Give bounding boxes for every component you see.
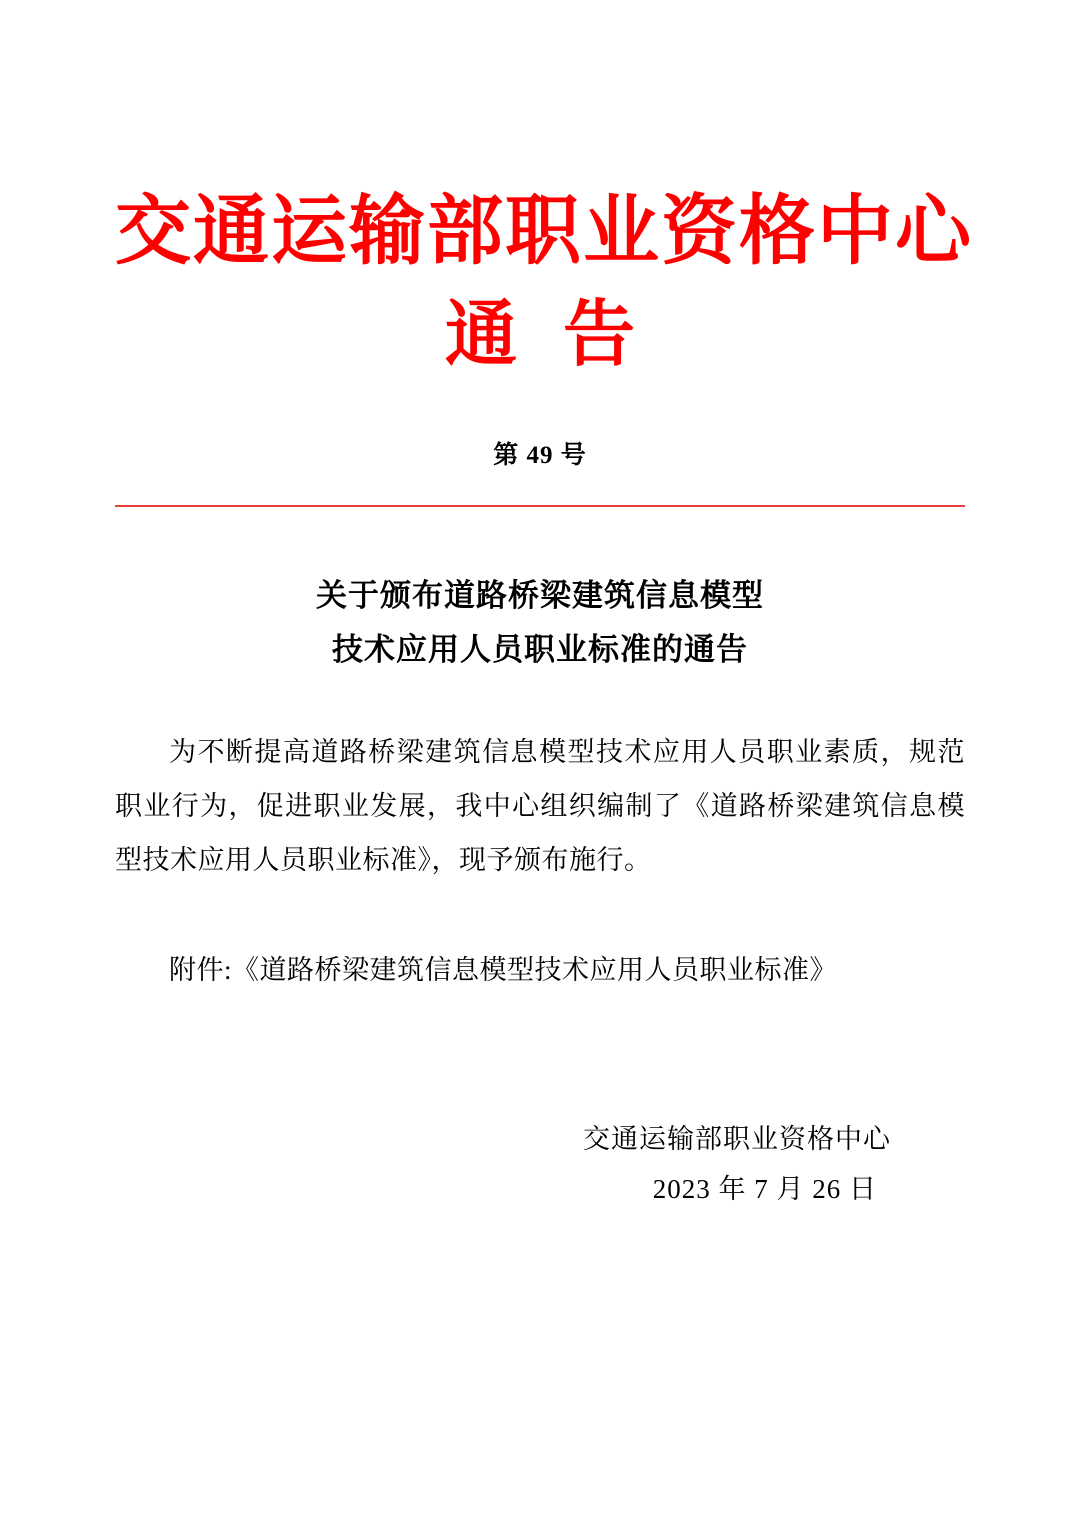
document-number: 第 49 号: [493, 441, 587, 469]
signature-block: [115, 1115, 965, 1215]
page-title-line-1: 关于颁布道路桥梁建筑信息模型: [316, 577, 764, 613]
masthead: [115, 0, 973, 381]
document-kind-second-char: 告: [563, 291, 636, 377]
body-paragraph-1: 为不断提高道路桥梁建筑信息模型技术应用人员职业素质，规范职业行为，促进职业发展，我中心组织编制了《道路桥梁建筑信息模型技术应用人员职业标准》，现予颁布施行。: [115, 737, 965, 876]
attachment-line: 附件:《道路桥梁建筑信息模型技术应用人员职业标准》: [169, 955, 838, 986]
signature-organization: 交通运输部职业资格中心: [583, 1124, 891, 1155]
document-kind-heading: [115, 287, 965, 381]
page-title-line-2: 技术应用人员职业标准的通告: [332, 631, 748, 667]
document-kind-first-char: 通: [444, 291, 517, 377]
page-title: [115, 569, 965, 678]
body-content: [115, 725, 965, 887]
issuing-organization-title: 交通运输部职业资格中心: [115, 186, 973, 275]
signature-date: 2023 年 7 月 26 日: [652, 1174, 877, 1205]
red-divider-rule: [115, 505, 965, 507]
